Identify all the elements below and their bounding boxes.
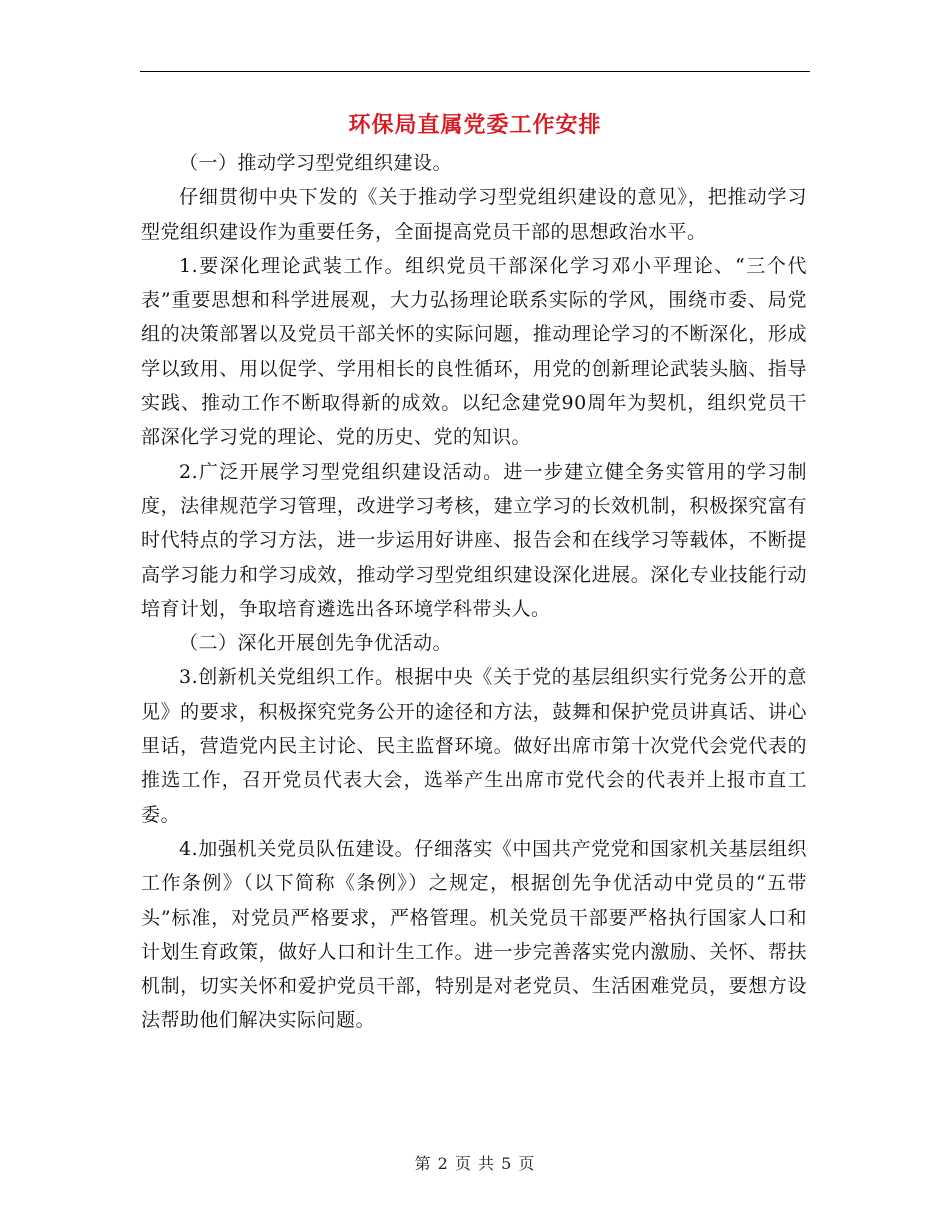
document-title: 环保局直属党委工作安排 <box>348 113 602 138</box>
paragraph-item-4: 4.加强机关党员队伍建设。仔细落实《中国共产党党和国家机关基层组织工作条例》（以下简称《条例》）之规定，根据创先争优活动中党员的“五带头”标准，对党员严格要求，严格管理。机关党员干部要严格执行国家人口和计划生育政策，做好人口和计生工作。进一步完善落实党内激励、关怀、帮扶机制，切实关怀和爱护党员干部，特别是对老党员、生活困难党员，要想方设法帮助他们解决实际问题。 <box>141 837 807 1032</box>
document-body <box>141 146 807 1038</box>
section-heading-1: （一）推动学习型党组织建设。 <box>179 152 453 174</box>
paragraph-item-2: 2.广泛开展学习型党组织建设活动。进一步建立健全务实管用的学习制度，法律规范学习管理，改进学习考核，建立学习的长效机制，积极探究富有时代特点的学习方法，进一步运用好讲座、报告会和在线学习等载体，不断提高学习能力和学习成效，推动学习型党组织建设深化进展。深化专业技能行动培育计划，争取培育遴选出各环境学科带头人。 <box>141 460 807 620</box>
paragraph-item-3: 3.创新机关党组织工作。根据中央《关于党的基层组织实行党务公开的意见》的要求，积极探究党务公开的途径和方法，鼓舞和保护党员讲真话、讲心里话，营造党内民主讨论、民主监督环境。做好出席市第十次党代会党代表的推选工作，召开党员代表大会，选举产生出席市党代会的代表并上报市直工委。 <box>141 666 807 826</box>
paragraph-item-1: 1.要深化理论武装工作。组织党员干部深化学习邓小平理论、“三个代表”重要思想和科学进展观，大力弘扬理论联系实际的学风，围绕市委、局党组的决策部署以及党员干部关怀的实际问题，推动理论学习的不断深化，形成学以致用、用以促学、学用相长的良性循环，用党的创新理论武装头脑、指导实践、推动工作不断取得新的成效。以纪念建党90周年为契机，组织党员干部深化学习党的理论、党的历史、党的知识。 <box>141 254 807 449</box>
page-number-footer: 第 2 页 共 5 页 <box>414 1154 536 1173</box>
header-rule <box>140 71 810 72</box>
section-heading-2: （二）深化开展创先争优活动。 <box>179 632 453 655</box>
paragraph-intro: 仔细贯彻中央下发的《关于推动学习型党组织建设的意见》，把推动学习型党组织建设作为重要任务，全面提高党员干部的思想政治水平。 <box>141 186 807 243</box>
